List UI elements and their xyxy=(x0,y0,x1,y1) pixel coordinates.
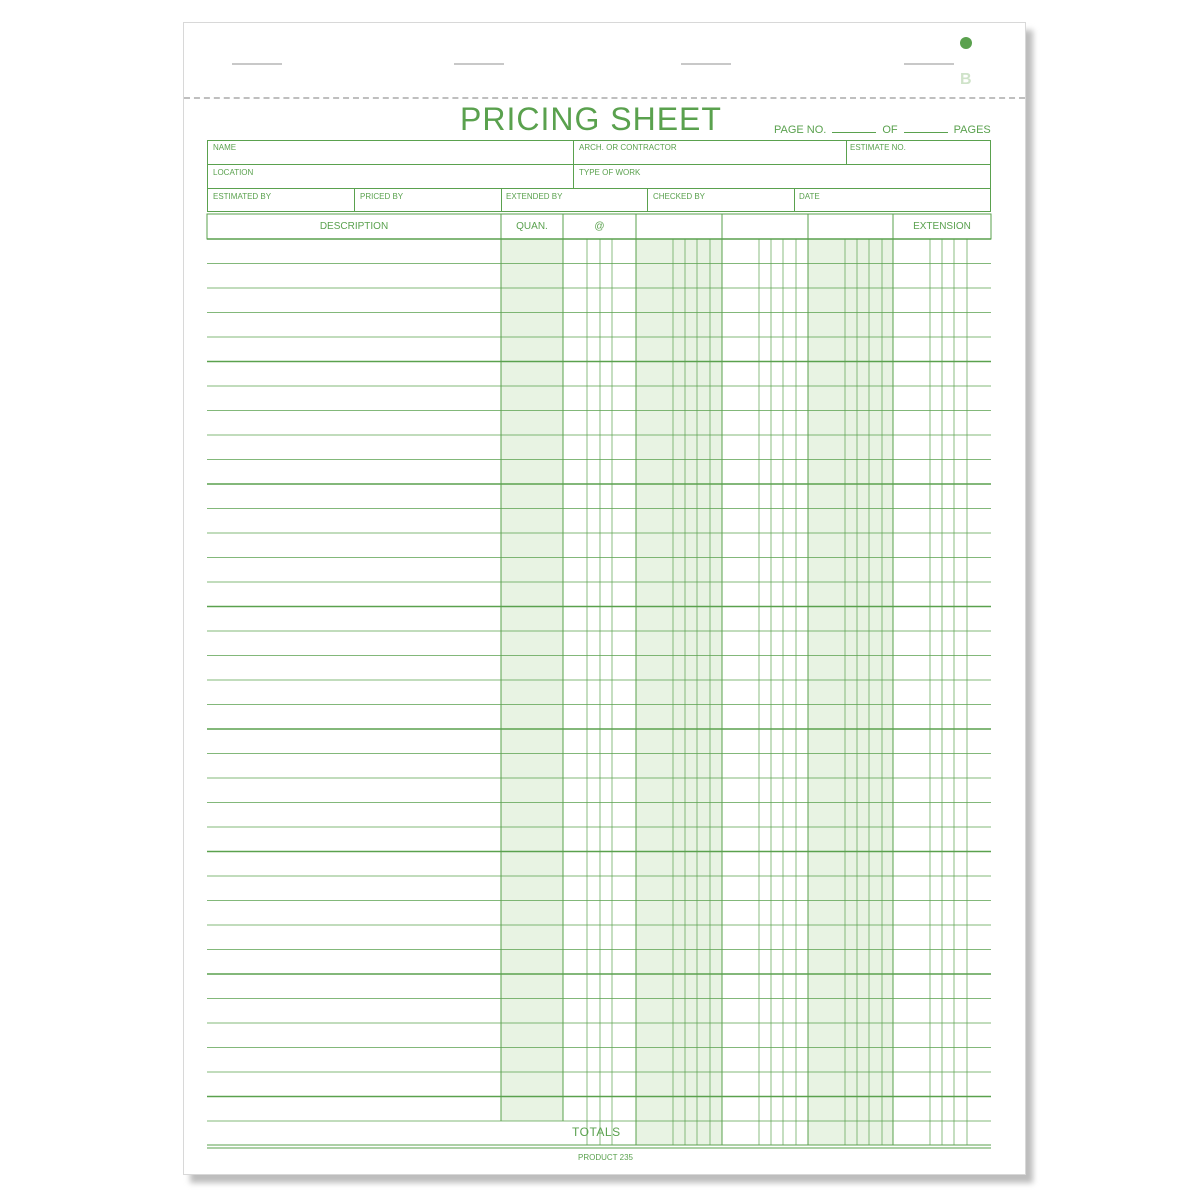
type-of-work-field[interactable]: TYPE OF WORK xyxy=(579,168,641,177)
totals-label: TOTALS xyxy=(572,1125,621,1139)
product-number: PRODUCT 235 xyxy=(578,1153,633,1162)
description-column-header: DESCRIPTION xyxy=(319,221,389,232)
arch-contractor-field[interactable]: ARCH. OR CONTRACTOR xyxy=(579,143,677,152)
date-field[interactable]: DATE xyxy=(799,192,820,201)
priced-by-field[interactable]: PRICED BY xyxy=(360,192,404,201)
of-label: OF xyxy=(882,124,898,136)
form-title: PRICING SHEET xyxy=(460,101,722,137)
pages-label: PAGES xyxy=(953,124,991,136)
money-column-shade xyxy=(808,239,893,1145)
location-field[interactable]: LOCATION xyxy=(213,168,254,177)
extended-by-field[interactable]: EXTENDED BY xyxy=(506,192,563,201)
checked-by-field[interactable]: CHECKED BY xyxy=(653,192,706,201)
at-price-column-header: @ xyxy=(594,221,605,232)
pricing-sheet-form xyxy=(183,22,1026,1175)
pricing-grid xyxy=(184,23,1027,1176)
quantity-column-header: QUAN. xyxy=(516,221,548,232)
extension-column-header: EXTENSION xyxy=(913,221,971,232)
name-field[interactable]: NAME xyxy=(213,143,237,152)
estimated-by-field[interactable]: ESTIMATED BY xyxy=(213,192,272,201)
copy-letter: B xyxy=(960,71,972,88)
money-column-shade xyxy=(636,239,722,1145)
page-no-label: PAGE NO. xyxy=(774,124,827,136)
estimate-no-field[interactable]: ESTIMATE NO. xyxy=(850,143,906,152)
